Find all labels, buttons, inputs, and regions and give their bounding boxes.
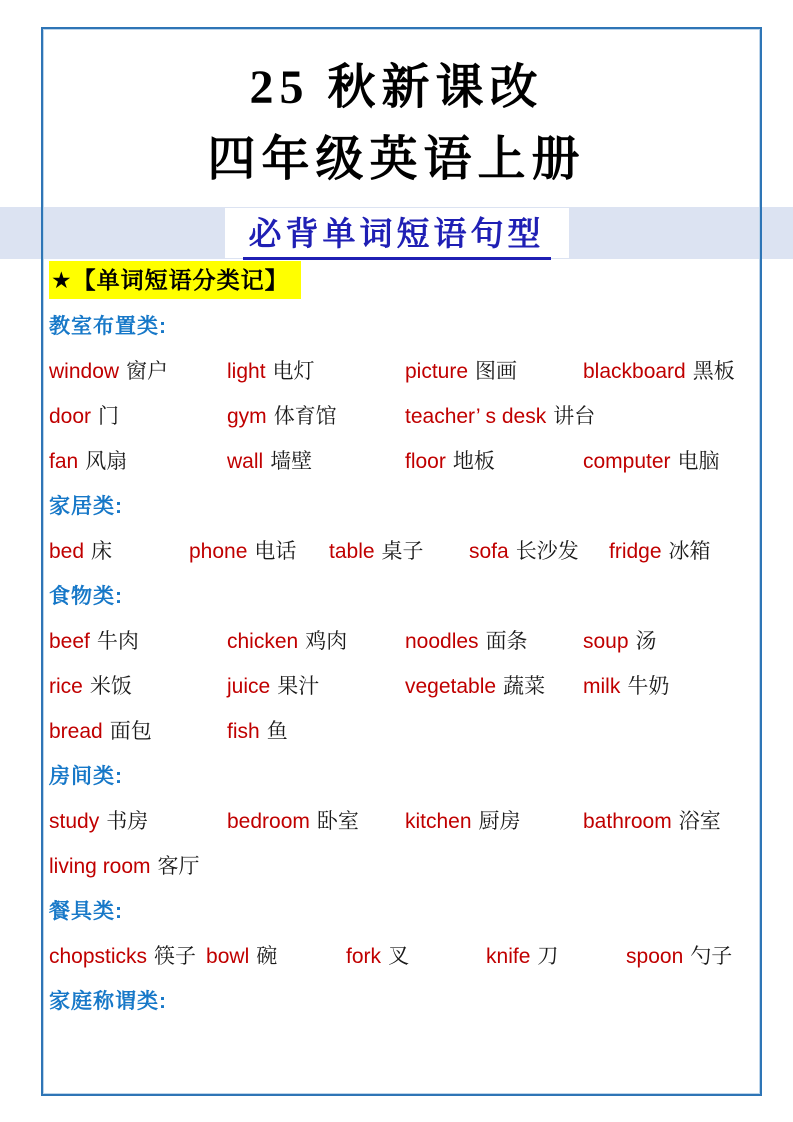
word-pair [346, 934, 486, 979]
english-word: knife [486, 945, 531, 968]
category-heading: 家庭称谓类: [49, 990, 167, 1013]
english-word: light [227, 360, 266, 383]
english-word: fork [346, 945, 382, 968]
banner-band [0, 207, 793, 259]
word-pair [469, 529, 609, 574]
word-pair [405, 349, 583, 394]
chinese-meaning: 门 [98, 405, 120, 428]
chinese-meaning: 面条 [485, 630, 528, 653]
english-word: gym [227, 405, 267, 428]
english-word: juice [227, 675, 271, 698]
vocabulary-content [49, 261, 751, 1024]
word-row [49, 709, 751, 754]
word-pair [583, 619, 657, 664]
category-heading: 食物类: [49, 585, 123, 608]
chinese-meaning: 风扇 [85, 450, 128, 473]
chinese-meaning: 床 [91, 540, 113, 563]
chinese-meaning: 牛肉 [96, 630, 139, 653]
word-row [49, 394, 751, 439]
title-block [0, 52, 793, 196]
word-row [49, 934, 751, 979]
english-word: chicken [227, 630, 299, 653]
banner-box [225, 208, 569, 258]
category-heading: 房间类: [49, 765, 123, 788]
word-pair [49, 709, 227, 754]
chinese-meaning: 讲台 [553, 405, 596, 428]
word-pair [609, 529, 711, 574]
english-word: rice [49, 675, 83, 698]
english-word: blackboard [583, 360, 686, 383]
chinese-meaning: 冰箱 [668, 540, 711, 563]
chinese-meaning: 叉 [388, 945, 410, 968]
english-word: computer [583, 450, 671, 473]
english-word: fridge [609, 540, 662, 563]
english-word: picture [405, 360, 469, 383]
chinese-meaning: 鸡肉 [305, 630, 348, 653]
english-word: study [49, 810, 100, 833]
word-pair [583, 664, 669, 709]
word-row [49, 664, 751, 709]
word-pair [405, 439, 583, 484]
word-pair [49, 799, 227, 844]
word-pair [227, 619, 405, 664]
chinese-meaning: 图画 [475, 360, 518, 383]
category-heading: 教室布置类: [49, 315, 167, 338]
word-pair [49, 934, 206, 979]
word-pair [189, 529, 329, 574]
word-pair [405, 799, 583, 844]
chinese-meaning: 面包 [109, 720, 152, 743]
chinese-meaning: 电脑 [677, 450, 720, 473]
english-word: table [329, 540, 375, 563]
chinese-meaning: 米饭 [89, 675, 132, 698]
chinese-meaning: 浴室 [678, 810, 721, 833]
word-pair [329, 529, 469, 574]
word-row [49, 844, 751, 889]
page-title-line1: 25 秋新课改 [249, 61, 544, 114]
english-word: living room [49, 855, 151, 878]
chinese-meaning: 客厅 [157, 855, 200, 878]
word-pair [227, 709, 288, 754]
word-pair [49, 529, 189, 574]
word-pair [227, 349, 405, 394]
word-pair [583, 439, 720, 484]
english-word: wall [227, 450, 264, 473]
chinese-meaning: 刀 [537, 945, 559, 968]
word-pair [49, 394, 227, 439]
english-word: teacher’ s desk [405, 405, 547, 428]
english-word: beef [49, 630, 90, 653]
chinese-meaning: 果汁 [277, 675, 320, 698]
english-word: bedroom [227, 810, 310, 833]
page-title-line2: 四年级英语上册 [207, 133, 586, 186]
word-pair [49, 844, 200, 889]
chinese-meaning: 墙壁 [270, 450, 313, 473]
chinese-meaning: 地板 [452, 450, 495, 473]
category-heading: 家居类: [49, 495, 123, 518]
chinese-meaning: 筷子 [154, 945, 197, 968]
chinese-meaning: 桌子 [381, 540, 424, 563]
english-word: fan [49, 450, 79, 473]
word-row [49, 529, 751, 574]
english-word: milk [583, 675, 621, 698]
word-pair [49, 619, 227, 664]
banner-title: 必背单词短语句型 [243, 208, 551, 260]
english-word: bed [49, 540, 85, 563]
word-pair [626, 934, 732, 979]
chinese-meaning: 牛奶 [627, 675, 670, 698]
word-pair [405, 664, 583, 709]
english-word: kitchen [405, 810, 472, 833]
english-word: floor [405, 450, 446, 473]
word-row [49, 799, 751, 844]
english-word: noodles [405, 630, 479, 653]
chinese-meaning: 书房 [106, 810, 149, 833]
english-word: bread [49, 720, 103, 743]
word-row [49, 349, 751, 394]
chinese-meaning: 体育馆 [273, 405, 337, 428]
english-word: bowl [206, 945, 250, 968]
word-row [49, 439, 751, 484]
english-word: sofa [469, 540, 509, 563]
word-pair [227, 664, 405, 709]
word-pair [486, 934, 626, 979]
section-heading-highlight: ★【单词短语分类记】 [49, 261, 301, 299]
word-pair [227, 799, 405, 844]
english-word: door [49, 405, 92, 428]
chinese-meaning: 长沙发 [515, 540, 579, 563]
word-pair [227, 439, 405, 484]
word-pair [227, 394, 405, 439]
word-pair [49, 349, 227, 394]
english-word: spoon [626, 945, 684, 968]
category-heading: 餐具类: [49, 900, 123, 923]
english-word: chopsticks [49, 945, 148, 968]
word-pair [49, 664, 227, 709]
chinese-meaning: 碗 [256, 945, 278, 968]
chinese-meaning: 鱼 [266, 720, 288, 743]
chinese-meaning: 窗户 [126, 360, 169, 383]
word-row [49, 619, 751, 664]
word-sections [49, 304, 751, 1024]
word-pair [405, 619, 583, 664]
word-pair [583, 799, 721, 844]
chinese-meaning: 厨房 [478, 810, 521, 833]
english-word: phone [189, 540, 248, 563]
english-word: bathroom [583, 810, 672, 833]
english-word: vegetable [405, 675, 497, 698]
chinese-meaning: 卧室 [316, 810, 359, 833]
chinese-meaning: 汤 [635, 630, 657, 653]
word-pair [49, 439, 227, 484]
word-pair [583, 349, 735, 394]
chinese-meaning: 电话 [254, 540, 297, 563]
english-word: fish [227, 720, 260, 743]
chinese-meaning: 蔬菜 [503, 675, 546, 698]
english-word: window [49, 360, 120, 383]
word-pair [206, 934, 346, 979]
chinese-meaning: 黑板 [692, 360, 735, 383]
chinese-meaning: 电灯 [272, 360, 315, 383]
english-word: soup [583, 630, 629, 653]
word-pair [405, 394, 595, 439]
chinese-meaning: 勺子 [690, 945, 733, 968]
